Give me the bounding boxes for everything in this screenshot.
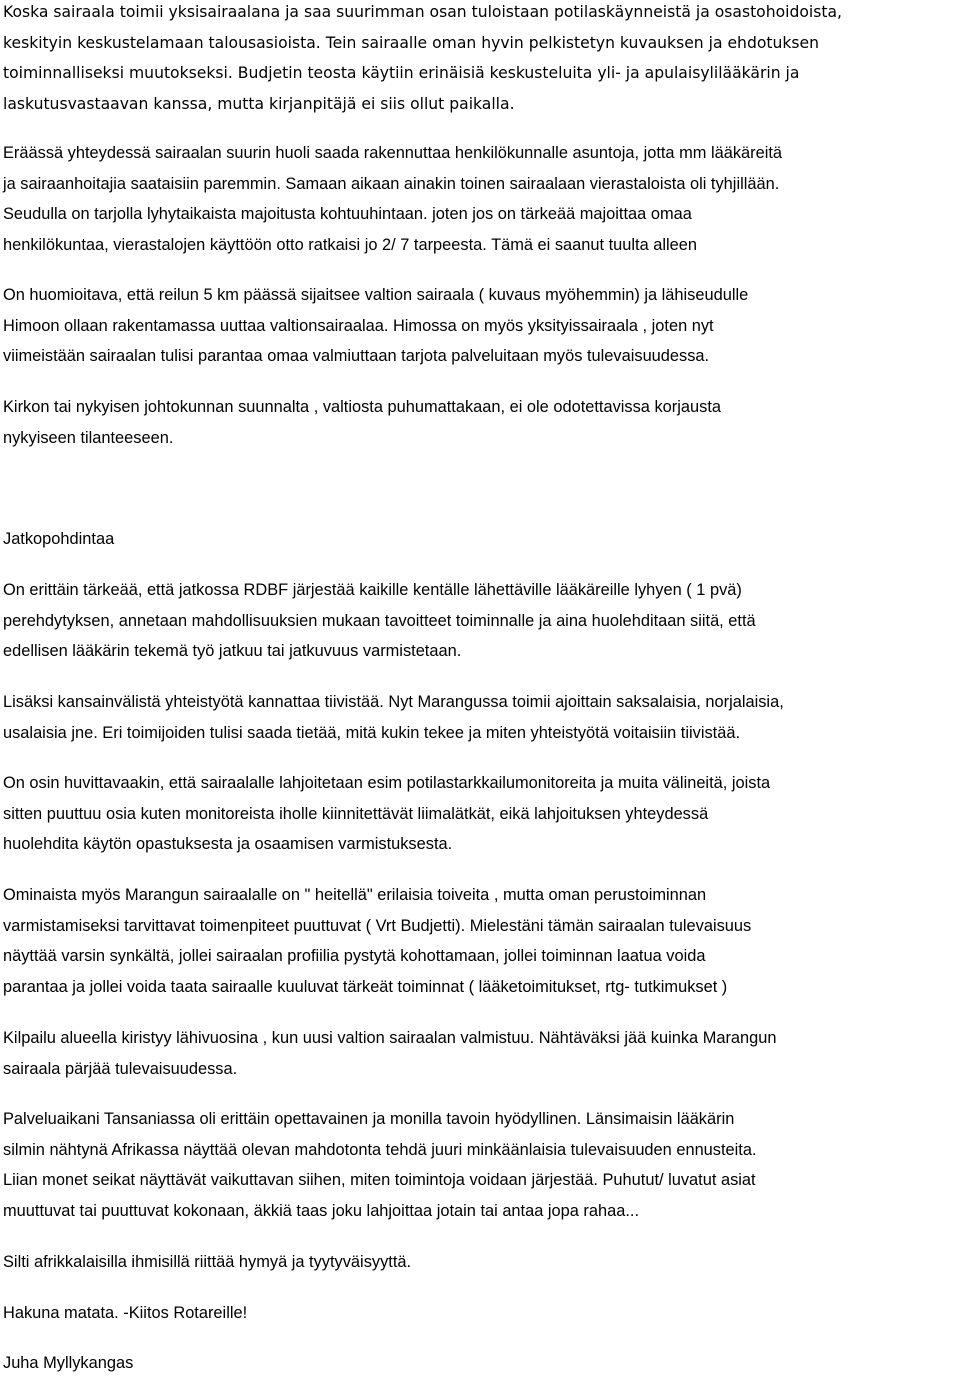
text-line: Liian monet seikat näyttävät vaikuttavan siihen, miten toimintoja voidaan järjestää. Puhutut/ luvatut asiat	[3, 1171, 756, 1190]
text-line: varmistamiseksi tarvittavat toimenpiteet puuttuvat ( Vrt Budjetti). Mielestäni tämän sairaalan tulevaisuus	[3, 916, 752, 935]
text-line: laskutusvastaavan kanssa, mutta kirjanpitäjä ei siis ollut paikalla.	[3, 94, 515, 113]
paragraph-church	[3, 392, 958, 453]
heading-text: Jatkopohdintaa	[3, 530, 115, 548]
paragraph-housing	[3, 138, 958, 260]
section-heading	[3, 524, 958, 555]
text-line: usalaisia jne. Eri toimijoiden tulisi saada tietää, mitä kukin tekee ja miten yhteistyötä voitaisiin tiivistää.	[3, 723, 741, 742]
text-line: sitten puuttuu osia kuten monitoreista iholle kiinnitettävät liimalätkät, eikä lahjoituksen yhteydessä	[3, 804, 709, 823]
text-line: Kirkon tai nykyisen johtokunnan suunnalta , valtiosta puhumattakaan, ei ole odotettavissa korjausta	[3, 398, 721, 416]
text-line: On huomioitava, että reilun 5 km päässä sijaitsee valtion sairaala ( kuvaus myöhemmin) ja lähiseudulle	[3, 286, 749, 304]
text-line: näyttää varsin synkältä, jollei sairaalan profiilia pystytä kohottamaan, jollei toiminnan laatua voida	[3, 947, 706, 966]
paragraph-rdbf	[3, 575, 958, 667]
text-line: huolehdita käytön opastuksesta ja osaamisen varmistuksesta.	[3, 835, 453, 854]
paragraph-hospital-nearby	[3, 280, 958, 372]
text-line: Hakuna matata. -Kiitos Rotareille!	[3, 1304, 248, 1322]
text-line: On osin huvittavaakin, että sairaalalle lahjoitetaan esim potilastarkkailumonitoreita ja muita välineitä, joista	[3, 774, 771, 792]
text-line: toiminnalliseksi muutokseksi. Budjetin teosta käytiin erinäisiä keskusteluita yli- ja apulaisylilääkärin ja	[3, 64, 800, 83]
paragraph-intro	[3, 0, 958, 119]
text-line: silmin nähtynä Afrikassa näyttää olevan mahdotonta tehdä juuri minkäänlaisia tulevaisuuden ennusteita.	[3, 1140, 757, 1159]
paragraph-thanks	[3, 1298, 958, 1329]
text-line: keskityin keskustelamaan talousasioista. Tein sairaalle oman hyvin pelkistetyn kuvauksen ja ehdotuksen	[3, 33, 820, 52]
signature	[3, 1348, 958, 1379]
text-line: Ominaista myös Marangun sairaalalle on " heitellä" erilaisia toiveita , mutta oman perustoiminnan	[3, 886, 707, 904]
text-line: viimeistään sairaalan tulisi parantaa omaa valmiuttaan tarjota palveluitaan myös tulevaisuudessa.	[3, 347, 710, 366]
paragraph-cooperation	[3, 687, 958, 748]
text-line: sairaala pärjää tulevaisuudessa.	[3, 1059, 238, 1078]
text-line: Palveluaikani Tansaniassa oli erittäin opettavainen ja monilla tavoin hyödyllinen. Länsimaisin lääkärin	[3, 1110, 735, 1128]
text-line: On erittäin tärkeää, että jatkossa RDBF järjestää kaikille kentälle lähettäville lääkäreille lyhyen ( 1 pvä)	[3, 581, 742, 599]
paragraph-future	[3, 880, 958, 1002]
text-line: Eräässä yhteydessä sairaalan suurin huoli saada rakennuttaa henkilökunnalle asuntoja, jotta mm lääkäreitä	[3, 144, 783, 162]
text-line: Lisäksi kansainvälistä yhteistyötä kannattaa tiivistää. Nyt Marangussa toimii ajoittain saksalaisia, norjalaisia,	[3, 693, 784, 711]
paragraph-smile	[3, 1247, 958, 1278]
text-line: Kilpailu alueella kiristyy lähivuosina , kun uusi valtion sairaalan valmistuu. Nähtäväksi jää kuinka Marangun	[3, 1029, 777, 1047]
signature-name: Juha Myllykangas	[3, 1354, 134, 1372]
text-line: nykyiseen tilanteeseen.	[3, 428, 174, 447]
paragraph-competition	[3, 1023, 958, 1084]
text-line: Seudulla on tarjolla lyhytaikaista majoitusta kohtuuhintaan. joten jos on tärkeää majoittaa omaa	[3, 205, 692, 224]
text-line: ja sairaanhoitajia saataisiin paremmin. Samaan aikaan ainakin toinen sairaalaan vierastaloista oli tyhjillään.	[3, 174, 780, 193]
text-line: Silti afrikkalaisilla ihmisillä riittää hymyä ja tyytyväisyyttä.	[3, 1253, 412, 1271]
text-line: Koska sairaala toimii yksisairaalana ja saa suurimman osan tuloistaan potilaskäynneistä ja osastohoidoista,	[3, 3, 843, 21]
text-line: perehdytyksen, annetaan mahdollisuuksien mukaan tavoitteet toiminnalle ja aina huolehditaan siitä, että	[3, 611, 756, 630]
paragraph-service-period	[3, 1104, 958, 1226]
text-line: henkilökuntaa, vierastalojen käyttöön otto ratkaisi jo 2/ 7 tarpeesta. Tämä ei saanut tuulta alleen	[3, 235, 697, 254]
paragraph-donations	[3, 768, 958, 860]
text-line: parantaa ja jollei voida taata sairaalle kuuluvat tärkeät toiminnat ( lääketoimitukset, rtg- tutkimukset )	[3, 977, 728, 996]
text-line: edellisen lääkärin tekemä työ jatkuu tai jatkuvuus varmistetaan.	[3, 642, 462, 661]
text-line: muuttuvat tai puuttuvat kokonaan, äkkiä taas joku lahjoittaa jotain tai antaa jopa rahaa...	[3, 1201, 640, 1220]
text-line: Himoon ollaan rakentamassa uuttaa valtionsairaalaa. Himossa on myös yksityissairaala , joten nyt	[3, 316, 714, 335]
